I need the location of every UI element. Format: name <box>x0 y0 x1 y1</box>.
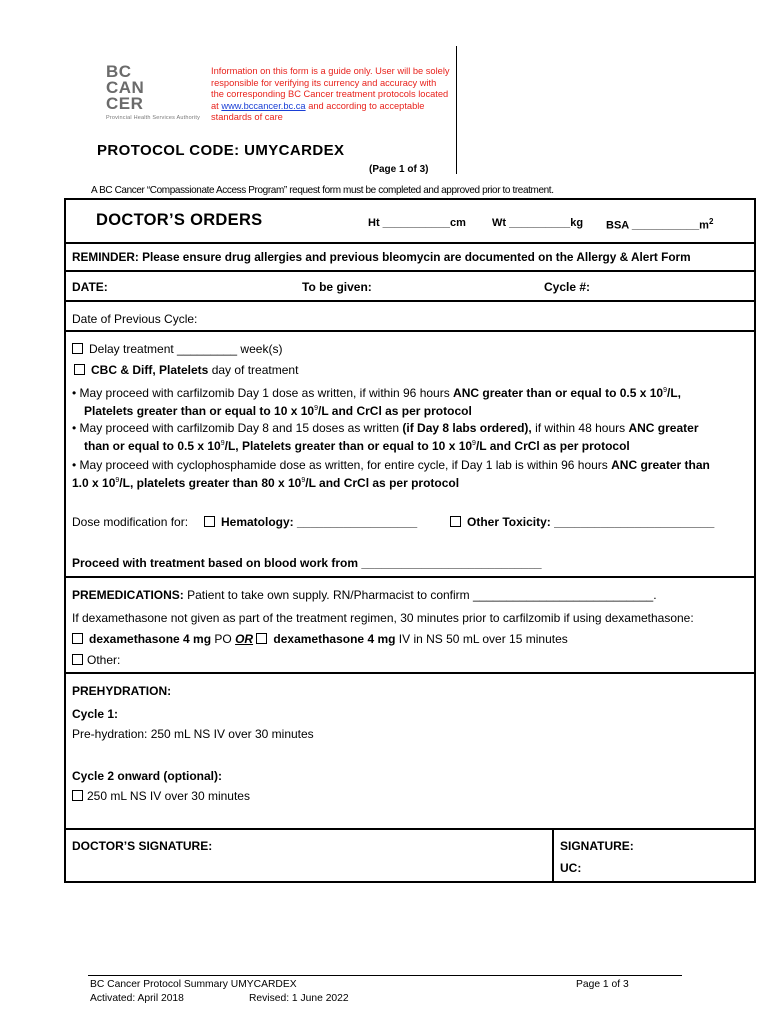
premed-confirm[interactable]: Patient to take own supply. RN/Pharmacist to confirm ___________________________. <box>183 588 657 602</box>
disclaimer-tail: and according to acceptable standards of care <box>211 100 425 123</box>
to-be-given-field[interactable]: To be given: <box>302 280 372 294</box>
signature-divider <box>552 830 554 881</box>
bsa-label: BSA ___________m <box>606 219 709 232</box>
doctor-signature-field[interactable]: DOCTOR’S SIGNATURE: <box>72 839 213 853</box>
delay-label: Delay treatment _________ week(s) <box>89 342 283 356</box>
treatment-section <box>66 332 754 578</box>
b3-text: May proceed with cyclophosphamide dose as written, for entire cycle, if Day 1 lab is within 96 hours <box>79 458 612 472</box>
or-label: OR <box>235 632 254 646</box>
b2-anc: ANC greater <box>628 421 699 435</box>
b2-hours: if within 48 hours <box>531 421 629 435</box>
other-toxicity-label: Other Toxicity: ________________________ <box>467 515 715 529</box>
logo-line-3: CER <box>106 94 144 113</box>
bccancer-link[interactable]: www.bccancer.bc.ca <box>221 100 306 111</box>
prehydration-section <box>66 674 754 830</box>
dex-iv-label: dexamethasone 4 mg <box>273 632 396 646</box>
premedications-section <box>66 578 754 674</box>
b2-sup: 9 <box>220 440 225 447</box>
cycle2-option[interactable] <box>72 789 250 803</box>
logo-line-1: BC <box>106 62 132 81</box>
cap-notice: A BC Cancer “Compassionate Access Program” request form must be completed and approved prior to treatment. <box>91 184 554 196</box>
delay-checkbox[interactable] <box>72 343 83 354</box>
b1-anc: ANC greater than or equal to 0.5 x 10 <box>453 386 664 400</box>
bsa-field[interactable] <box>606 217 713 232</box>
b1-text: May proceed with carfilzomib Day 1 dose as written, if within 96 hours <box>79 386 454 400</box>
b1-sup2: 9 <box>314 405 318 412</box>
b2-anc-2: than or equal to 0.5 x 10 <box>84 439 221 453</box>
b2-crcl: /L and CrCl as per protocol <box>475 439 630 453</box>
b1-anc-unit: /L, <box>667 386 682 400</box>
premed-line <box>72 588 657 602</box>
bsa-superscript: 2 <box>708 217 714 226</box>
cbc-checkbox[interactable] <box>74 364 85 375</box>
header-divider <box>456 46 457 174</box>
premed-other-label: Other: <box>87 653 121 667</box>
signature-field[interactable]: SIGNATURE: <box>560 839 634 853</box>
proceed-bloodwork-field[interactable]: Proceed with treatment based on blood work from ___________________________ <box>72 556 542 570</box>
b3-anc: ANC greater than <box>611 458 710 472</box>
page-label: (Page 1 of 3) <box>369 164 429 175</box>
cbc-option[interactable] <box>74 363 298 377</box>
dex-iv-checkbox[interactable] <box>256 633 267 644</box>
dex-iv-route: IV in NS 50 mL over 15 minutes <box>395 632 568 646</box>
b2-text: May proceed with carfilzomib Day 8 and 15 doses as written <box>79 421 403 435</box>
cyclophosphamide-item: • May proceed with cyclophosphamide dose as written, for entire cycle, if Day 1 lab is within 96 hours ANC greater than 1.0 x $10^9/L$, platelets greater than 80 x $10^9/L$ and CrCl as per protocol <box>72 458 710 490</box>
b1-sup: 9 <box>663 387 668 394</box>
b1-platelets: Platelets greater than or equal to 10 x 10 <box>84 404 315 418</box>
cbc-label-bold: CBC & Diff, Platelets <box>91 363 209 377</box>
disclaimer <box>211 66 451 124</box>
dex-po-route: PO <box>211 632 236 646</box>
orders-header-row <box>66 200 754 244</box>
reminder-text: REMINDER: Please ensure drug allergies and previous bleomycin are documented on the Allergy & Alert Form <box>72 250 691 264</box>
protocol-code: PROTOCOL CODE: UMYCARDEX <box>97 142 345 159</box>
b3-anc-2: 1.0 x 10 <box>72 476 116 490</box>
delay-treatment-option[interactable] <box>72 342 282 356</box>
cycle2-checkbox[interactable] <box>72 790 83 801</box>
other-toxicity-checkbox[interactable] <box>450 516 461 527</box>
other-toxicity-option[interactable] <box>450 515 714 529</box>
dex-po-checkbox[interactable] <box>72 633 83 644</box>
date-row <box>66 272 754 302</box>
premed-title: PREMEDICATIONS: <box>72 588 184 602</box>
cycle2-label: 250 mL NS IV over 30 minutes <box>87 789 250 803</box>
footer-activated: Activated: April 2018 <box>90 993 184 1004</box>
disclaimer-text: Information on this form is a guide only. User will be solely responsible for verifying its currency and accuracy with the corresponding BC Cancer treatment protocols located at <box>211 66 450 111</box>
b3-sup: 9 <box>115 477 120 484</box>
carfilzomib-day8-item: • May proceed with carfilzomib Day 8 and 15 doses as written (if Day 8 labs ordered), if within 48 hours ANC greater than or equal to 0.5 x $10^9/L$, Platelets greater than or equal to 10 x $10^9/L$ and CrCl as per protocol <box>72 421 699 453</box>
reminder-row <box>66 244 754 272</box>
hematology-option[interactable] <box>204 515 417 529</box>
b1-crcl: /L and CrCl as per protocol <box>318 404 472 418</box>
doctors-orders-form <box>64 198 756 883</box>
signature-row <box>66 830 754 881</box>
height-field[interactable]: Ht ___________cm <box>368 217 466 229</box>
b2-sup2: 9 <box>472 440 476 447</box>
b3-sup2: 9 <box>301 477 306 484</box>
footer-page: Page 1 of 3 <box>576 979 629 990</box>
premed-dex-instruction: If dexamethasone not given as part of the treatment regimen, 30 minutes prior to carfilzomib if using dexamethasone: <box>72 611 694 625</box>
footer-protocol: BC Cancer Protocol Summary UMYCARDEX <box>90 979 297 990</box>
prehydration-title: PREHYDRATION: <box>72 684 172 698</box>
b2-labs: (if Day 8 labs ordered), <box>402 421 532 435</box>
uc-field[interactable]: UC: <box>560 861 582 875</box>
cycle1-text: Pre-hydration: 250 mL NS IV over 30 minutes <box>72 727 314 741</box>
premed-other-option[interactable] <box>72 653 120 667</box>
bc-cancer-logo <box>106 64 206 121</box>
hematology-checkbox[interactable] <box>204 516 215 527</box>
logo-subtitle: Provincial Health Services Authority <box>106 115 201 121</box>
cbc-label-rest: day of treatment <box>208 363 299 377</box>
dexamethasone-options <box>72 632 568 646</box>
date-field[interactable]: DATE: <box>72 280 108 294</box>
logo-line-2: CAN <box>106 78 145 97</box>
cycle-field[interactable]: Cycle #: <box>544 280 591 294</box>
weight-field[interactable]: Wt __________kg <box>492 217 584 229</box>
hematology-label: Hematology: __________________ <box>221 515 418 529</box>
previous-cycle-field[interactable]: Date of Previous Cycle: <box>72 312 198 326</box>
b2-platelets: /L, Platelets greater than or equal to 10 x 10 <box>224 439 473 453</box>
footer-divider <box>88 975 682 976</box>
cycle2-heading: Cycle 2 onward (optional): <box>72 769 223 783</box>
previous-cycle-row <box>66 302 754 332</box>
orders-title: DOCTOR’S ORDERS <box>96 211 263 229</box>
dex-po-label: dexamethasone 4 mg <box>89 632 212 646</box>
carfilzomib-day1-item: • May proceed with carfilzomib Day 1 dose as written, if within 96 hours ANC greater than or equal to 0.5 x $10^9/L$, Platelets greater than or equal to 10 x $10^9/L$ and CrCl as per protocol <box>72 386 682 418</box>
cycle1-heading: Cycle 1: <box>72 707 119 721</box>
premed-other-checkbox[interactable] <box>72 654 83 665</box>
footer-revised: Revised: 1 June 2022 <box>249 993 349 1004</box>
b3-platelets: /L, platelets greater than 80 x 10 <box>119 476 302 490</box>
b3-crcl: /L and CrCl as per protocol <box>305 476 460 490</box>
dose-modification-label: Dose modification for: <box>72 515 189 529</box>
